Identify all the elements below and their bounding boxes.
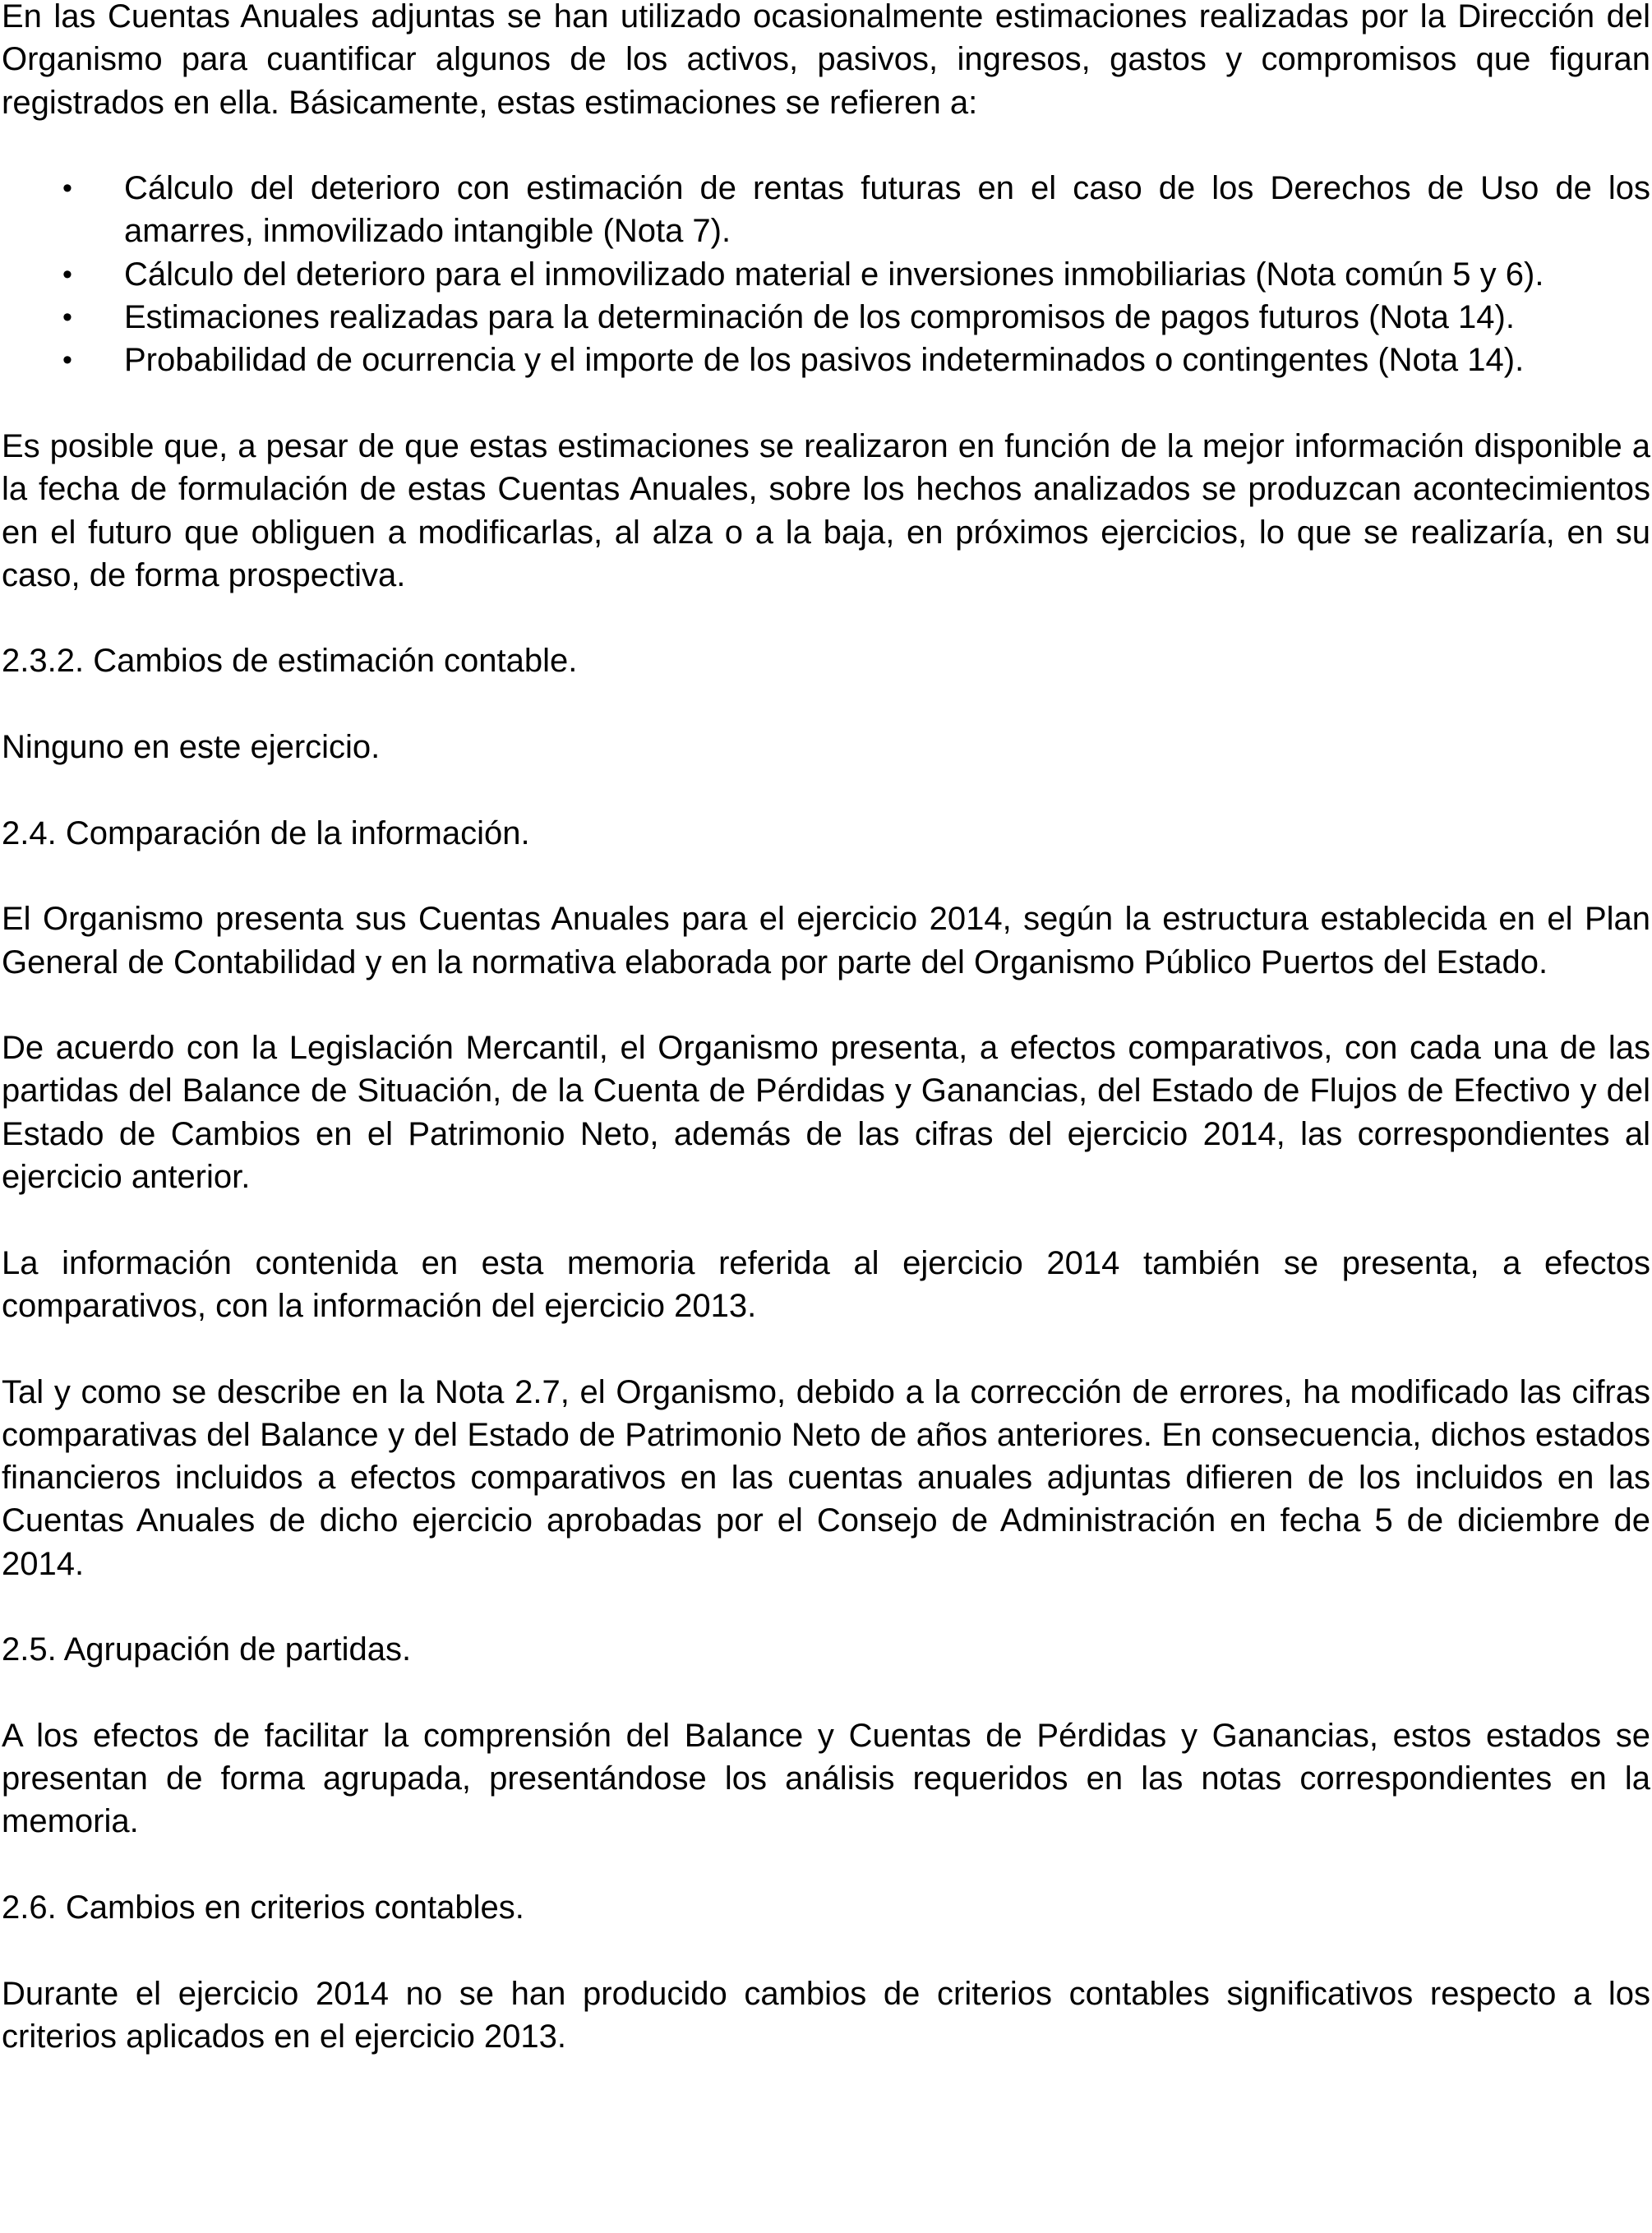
- paragraph-estimaciones-intro: En las Cuentas Anuales adjuntas se han utilizado ocasionalmente estimaciones realizadas por la Dirección del Organismo para cuantificar algunos de los activos, pasivos, ingresos, gastos y compromisos que figuran registrados en ella. Básicamente, estas estimaciones se refieren a:: [2, 0, 1650, 121]
- list-item-text: Probabilidad de ocurrencia y el importe de los pasivos indeterminados o contingentes (Nota 14).: [124, 342, 1525, 379]
- list-item-text: Cálculo del deterioro para el inmovilizado material e inversiones inmobiliarias (Nota común 5 y 6).: [124, 256, 1544, 293]
- bullet-icon: •: [62, 302, 72, 334]
- bullet-icon: •: [62, 344, 72, 376]
- section-heading-2-4: 2.4. Comparación de la información.: [2, 814, 530, 851]
- paragraph-agrupacion: A los efectos de facilitar la comprensión del Balance y Cuentas de Pérdidas y Ganancias, estos estados se presentan de forma agrupada, presentándose los análisis requeridos en las notas correspondientes en la memoria.: [2, 1717, 1650, 1840]
- list-item: [2, 339, 1650, 381]
- bullet-icon: •: [62, 173, 72, 205]
- paragraph-criterios-contables: Durante el ejercicio 2014 no se han producido cambios de criterios contables significativos respecto a los criterios aplicados en el ejercicio 2013.: [2, 1975, 1650, 2055]
- paragraph-ninguno: Ninguno en este ejercicio.: [2, 729, 381, 766]
- paragraph-memoria-2014: La información contenida en esta memoria referida al ejercicio 2014 también se presenta, a efectos comparativos, con la información del ejercicio 2013.: [2, 1244, 1650, 1324]
- paragraph-correccion-errores: Tal y como se describe en la Nota 2.7, el Organismo, debido a la corrección de errores, ha modificado las cifras comparativas del Balance y del Estado de Patrimonio Neto de años anteriores. En consecuencia, dichos estados financieros incluidos a efectos comparativos en las cuentas anuales adjuntas difieren de los incluidos en las Cuentas Anuales de dicho ejercicio aprobadas por el Consejo de Administración en fecha 5 de diciembre de 2014.: [2, 1373, 1650, 1582]
- list-item: [2, 296, 1650, 339]
- paragraph-estimaciones-posible: Es posible que, a pesar de que estas estimaciones se realizaron en función de la mejor información disponible a la fecha de formulación de estas Cuentas Anuales, sobre los hechos analizados se produzcan acontecimientos en el futuro que obliguen a modificarlas, al alza o a la baja, en próximos ejercicios, lo que se realizaría, en su caso, de forma prospectiva.: [2, 427, 1650, 593]
- estimaciones-list: [2, 167, 1650, 381]
- paragraph-comparacion-estructura: El Organismo presenta sus Cuentas Anuales para el ejercicio 2014, según la estructura establecida en el Plan General de Contabilidad y en la normativa elaborada por parte del Organismo Público Puertos del Estado.: [2, 901, 1650, 980]
- document-page: [2, 0, 1650, 2102]
- section-heading-2-3-2: 2.3.2. Cambios de estimación contable.: [2, 643, 578, 680]
- section-heading-2-6: 2.6. Cambios en criterios contables.: [2, 1889, 524, 1926]
- list-item-text: Cálculo del deterioro con estimación de rentas futuras en el caso de los Derechos de Uso de los amarres, inmovilizado intangible (Nota 7).: [124, 170, 1650, 250]
- list-item: [2, 253, 1650, 296]
- section-heading-2-5: 2.5. Agrupación de partidas.: [2, 1631, 412, 1668]
- list-item: [2, 167, 1650, 253]
- paragraph-legislacion-mercantil: De acuerdo con la Legislación Mercantil, el Organismo presenta, a efectos comparativos, con cada una de las partidas del Balance de Situación, de la Cuenta de Pérdidas y Ganancias, del Estado de Flujos de Efectivo y del Estado de Cambios en el Patrimonio Neto, además de las cifras del ejercicio 2014, las correspondientes al ejercicio anterior.: [2, 1030, 1650, 1196]
- list-item-text: Estimaciones realizadas para la determinación de los compromisos de pagos futuros (Nota 14).: [124, 299, 1515, 336]
- bullet-icon: •: [62, 258, 72, 290]
